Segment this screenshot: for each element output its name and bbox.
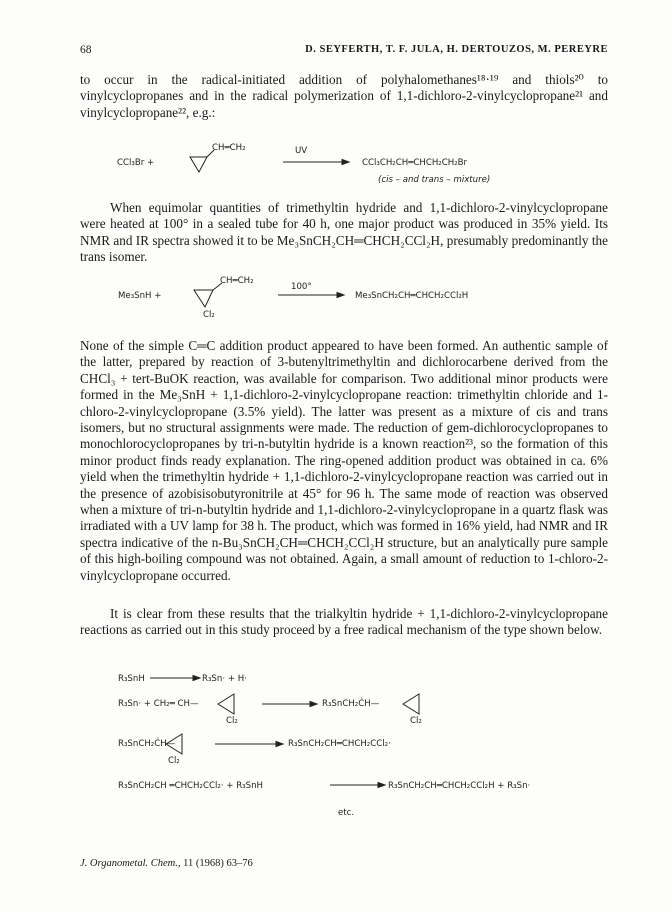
scheme-step3-cl: Cl₂ — [168, 756, 180, 766]
eq2-cyclopropane-ring — [194, 290, 213, 307]
scheme-step2-right: R₃SnCH₂ĊH— — [322, 699, 380, 709]
paragraph-2: When equimolar quantities of trimethyltin hydride and 1,1-dichloro-2-vinylcyclopropane were heated at 100° in a sealed tube for 40 h, one major product was produced in 35% yield. Its NMR and IR spectra showed it to be Me₃SnCH₂CH═CHCH₂CCl₂H, presumably predominantly the trans isomer. — [80, 200, 608, 265]
journal-citation: , 11 (1968) 63–76 — [177, 858, 253, 869]
scheme-step1-right: R₃Sn· + H· — [202, 674, 247, 684]
scheme-step3-ring — [166, 734, 182, 754]
paragraph-4: It is clear from these results that the trialkyltin hydride + 1,1-dichloro-2-vinylcyclopropane reactions as carried out in this study proceed by a free radical mechanism of the type shown below. — [80, 606, 608, 638]
scheme-step2-cl-right: Cl₂ — [410, 716, 422, 726]
scheme-step4-left: R₃SnCH₂CH ═CHCH₂CCl₂· + R₃SnH — [118, 781, 263, 791]
eq1-arrowhead — [342, 160, 349, 165]
eq2-arrowhead — [337, 293, 344, 298]
eq1-vinyl-bond — [207, 150, 214, 157]
eq2-product: Me₃SnCH₂CH═CHCH₂CCl₂H — [355, 291, 469, 301]
eq1-vinyl-group: CH═CH₂ — [212, 143, 246, 153]
page-number: 68 — [80, 44, 92, 56]
scheme-step2-left: R₃Sn· + CH₂═ CH— — [118, 699, 199, 709]
journal-footer — [80, 858, 253, 869]
eq2-ring-label: Cl₂ — [203, 310, 215, 320]
eq1-cyclopropane-ring — [190, 157, 207, 172]
eq2-vinyl-bond — [213, 283, 222, 290]
eq1-product: CCl₃CH₂CH═CHCH₂CH₂Br — [362, 158, 468, 168]
journal-name: J. Organometal. Chem. — [80, 858, 178, 869]
scheme-step1-left: R₃SnH — [118, 674, 145, 684]
scheme-step3-left: R₃SnCH₂ĊH— — [118, 739, 176, 749]
eq1-isomer-note: (cis – and trans – mixture) — [378, 175, 491, 185]
eq1-condition: UV — [295, 146, 308, 156]
scheme-step4-right: R₃SnCH₂CH═CHCH₂CCl₂H + R₃Sn· — [388, 781, 531, 791]
author-line: D. SEYFERTH, T. F. JULA, H. DERTOUZOS, M. PEREYRE — [305, 44, 608, 55]
scheme-step2-ring-right — [403, 694, 419, 714]
eq1-reactant: CCl₃Br + — [117, 158, 155, 168]
paragraph-3: None of the simple C═C addition product appeared to have been formed. An authentic sample of the latter, prepared by reaction of 3-butenyltrimethyltin and dichlorocarbene derived from the CHCl₃ + tert-BuOK reaction, was available for comparison. Two additional minor products were formed in the Me₃SnH + 1,1-dichloro-2-vinylcyclopropane reaction: trimethyltin chloride and 1-chloro-2-vinylcyclopropane (3.5% yield). The latter was present as a mixture of cis and trans isomers, but no structural assignments were made. The reduction of gem-dichlorocyclopropanes to monochlorocyclopropanes by tri-n-butyltin hydride is a known reaction²³, so the formation of this minor product finds ready explanation. The ring-opened addition product was obtained in ca. 6% yield when the trimethyltin hydride + 1,1-dichloro-2-vinylcyclopropane reaction was carried out in the presence of azobisisobutyronitrile at 45° for 96 h. The same mode of reaction was observed when a mixture of tri-n-butyltin hydride and 1,1-dichloro-2-vinylcyclopropane in a quartz flask was irradiated with a UV lamp for 38 h. The product, which was formed in 16% yield, had NMR and IR spectra indicative of the n-Bu₃SnCH₂CH═CHCH₂CCl₂H structure, but an analytically pure sample of this high-boiling compound was not obtained. Again, a small amount of reduction to 1-chloro-2-vinylcyclopropane occurred. — [80, 338, 608, 583]
eq2-condition: 100° — [291, 282, 312, 292]
paragraph-1: to occur in the radical-initiated addition of polyhalomethanes¹⁸·¹⁹ and thiols²⁰ to vinylcyclopropanes and in the radical polymerization of 1,1-dichloro-2-vinylcyclopropane²¹ and vinylcyclopropane²², e.g.: — [80, 72, 608, 120]
eq2-reactant: Me₃SnH + — [118, 291, 162, 301]
scheme-step3-right: R₃SnCH₂CH═CHCH₂CCl₂· — [288, 739, 391, 749]
eq2-vinyl-group: CH═CH₂ — [220, 276, 254, 286]
scheme-step2-cl: Cl₂ — [226, 716, 238, 726]
scheme-step2-ring-left — [218, 694, 234, 714]
scheme-etc: etc. — [338, 808, 355, 818]
